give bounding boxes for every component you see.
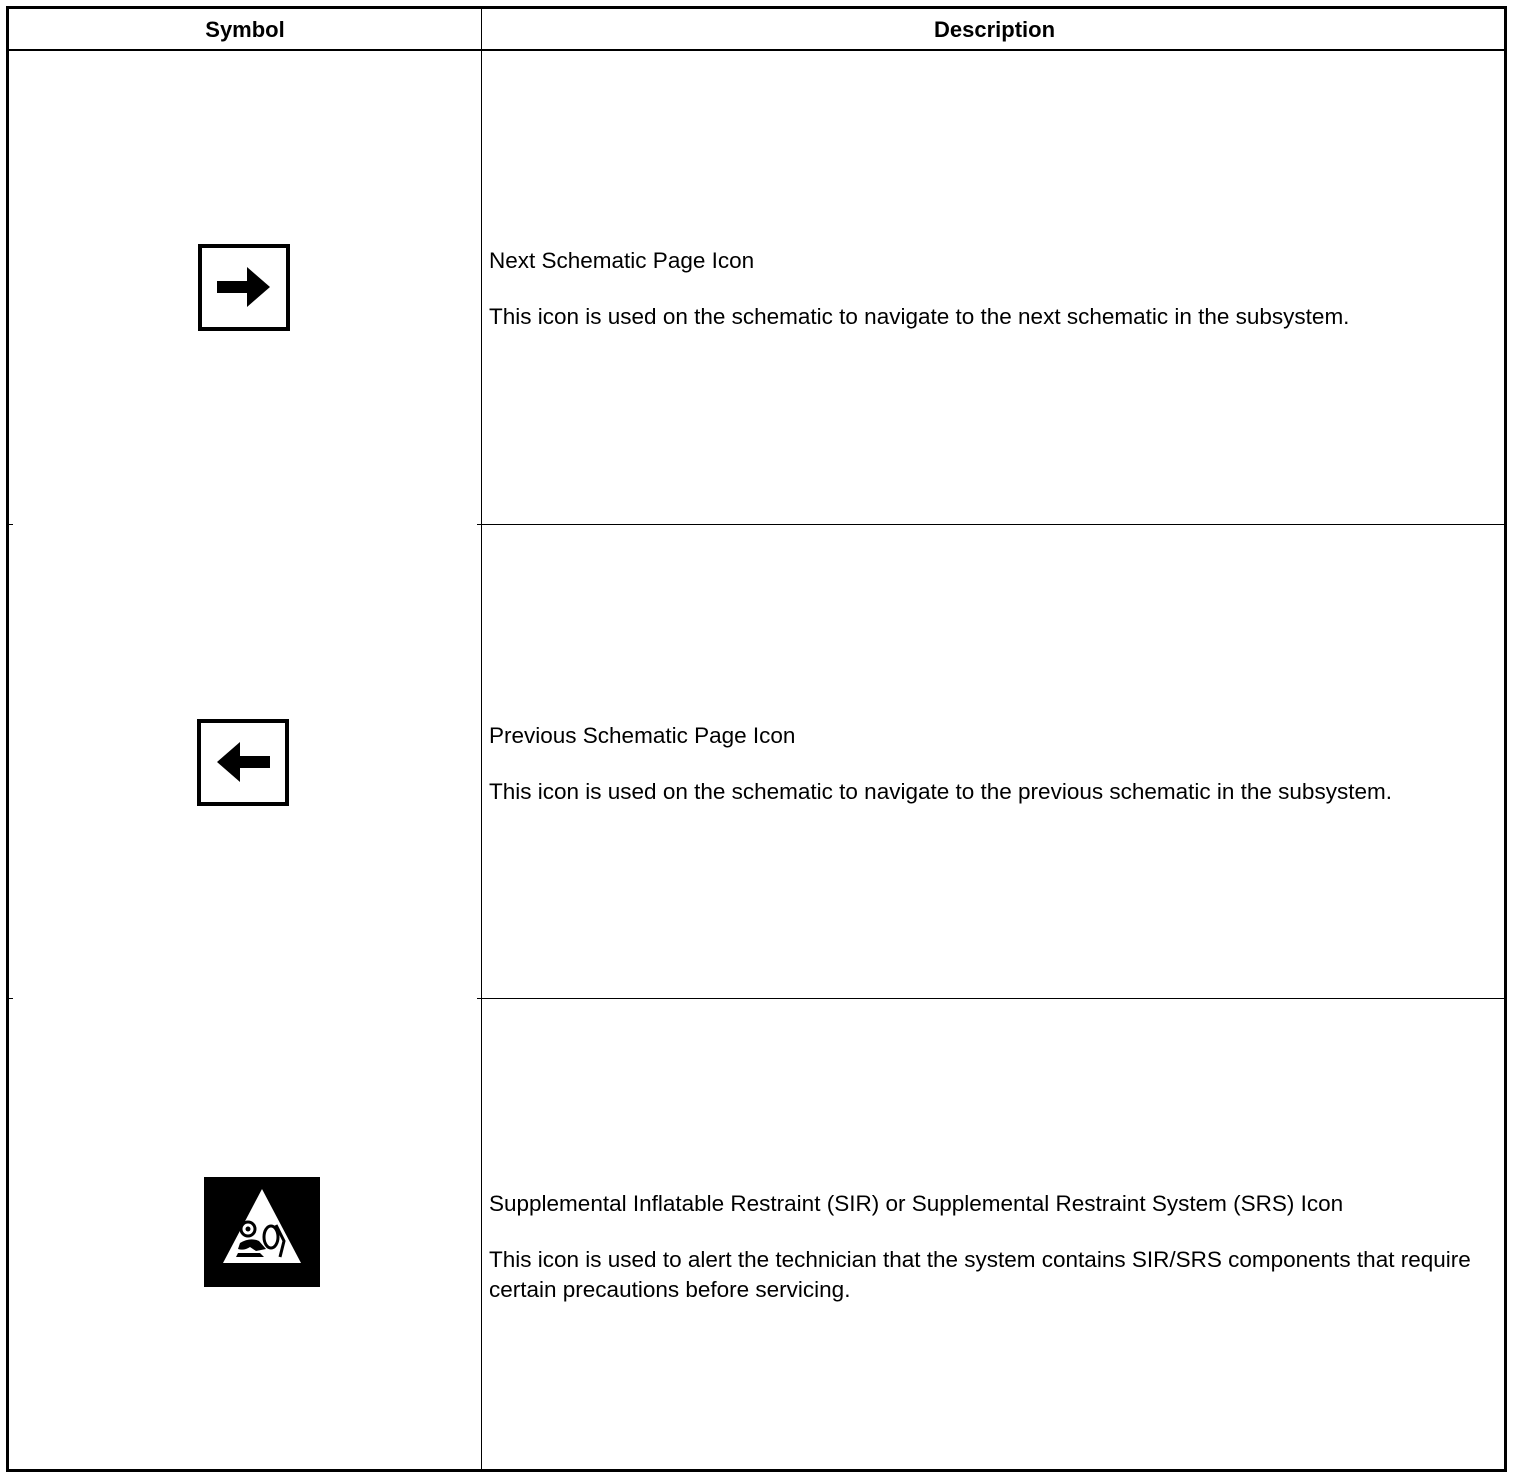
symbol-cell — [9, 999, 481, 1469]
icon-description: This icon is used on the schematic to navigate to the previous schematic in the subsystem. — [489, 779, 1392, 804]
sir-srs-warning-icon — [204, 1177, 320, 1287]
symbol-cell — [9, 51, 481, 525]
symbol-column-header: Symbol — [205, 17, 285, 42]
table-row — [9, 525, 1504, 999]
description-cell — [489, 721, 1504, 807]
airbag-warning-triangle-icon — [204, 1177, 320, 1287]
table-row — [9, 51, 1504, 525]
icon-description: This icon is used to alert the technician that the system contains SIR/SRS components that require certain precautions before servicing. — [489, 1247, 1471, 1302]
table-header-row — [9, 9, 1504, 51]
previous-page-arrow-icon — [197, 719, 289, 806]
right-arrow-icon — [202, 248, 286, 327]
icon-title: Previous Schematic Page Icon — [489, 723, 796, 748]
symbol-description-table — [6, 6, 1507, 1472]
symbol-cell — [9, 525, 481, 999]
table-row — [9, 999, 1504, 1469]
next-page-arrow-icon — [198, 244, 290, 331]
description-cell — [489, 1189, 1504, 1305]
left-arrow-icon — [201, 723, 285, 802]
description-column-header: Description — [933, 17, 1056, 42]
icon-title: Supplemental Inflatable Restraint (SIR) or Supplemental Restraint System (SRS) Icon — [489, 1191, 1344, 1216]
icon-description: This icon is used on the schematic to navigate to the next schematic in the subsystem. — [489, 304, 1350, 329]
icon-title: Next Schematic Page Icon — [489, 248, 755, 273]
description-cell — [489, 246, 1504, 332]
